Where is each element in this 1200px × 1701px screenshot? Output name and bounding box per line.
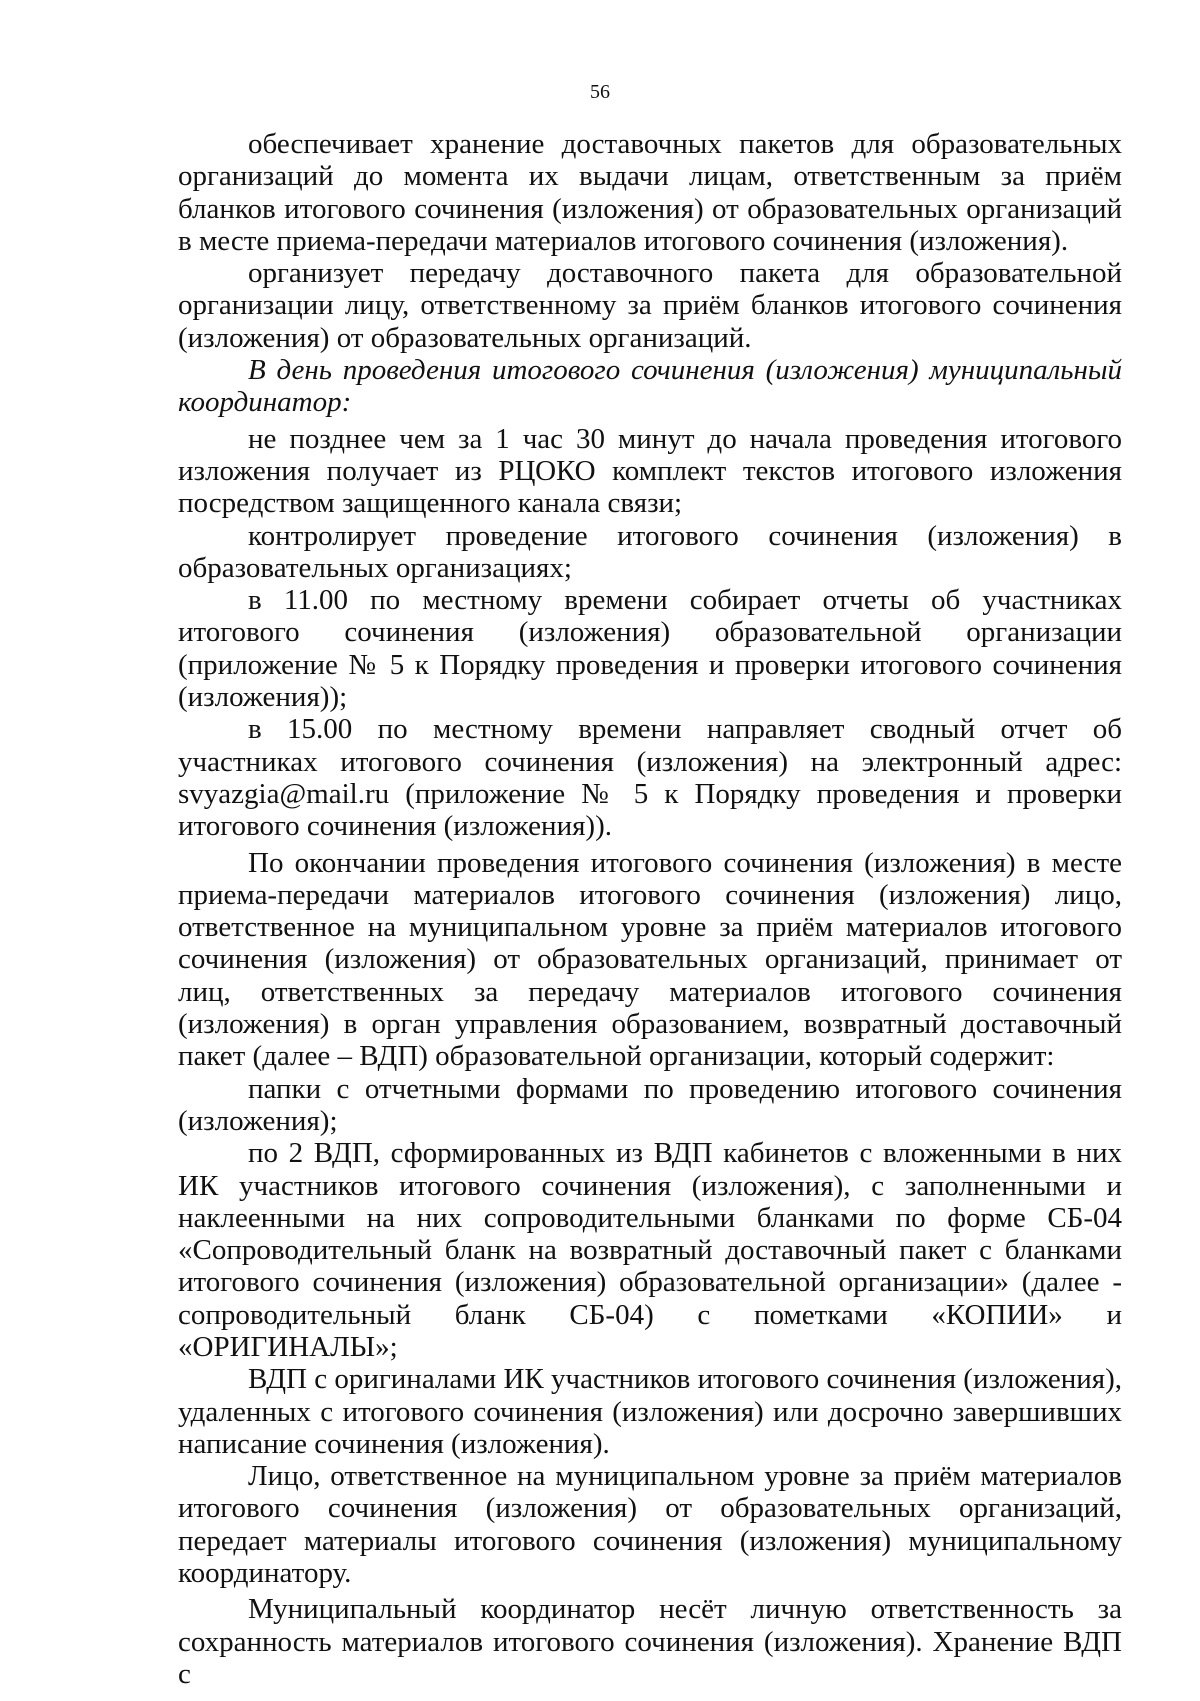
paragraph-after-exam: По окончании проведения итогового сочинения (изложения) в месте приема-передачи материалов итогового сочинения (изложения) лицо, ответственное на муниципальном уровне за приём материалов итогового сочинения (изложения) от образовательных организаций, принимает от лиц, ответственных за передачу материалов итогового сочинения (изложения) в орган управления образованием, возвратный доставочный пакет (далее – ВДП) образовательной организации, который содержит: — [178, 846, 1122, 1073]
paragraph-exam-day-heading: В день проведения итогового сочинения (изложения) муниципальный координатор: — [178, 354, 1122, 419]
page-number: 56 — [590, 81, 610, 103]
paragraph-folders: папки с отчетными формами по проведению итогового сочинения (изложения); — [178, 1072, 1122, 1137]
document-body — [178, 128, 1122, 1690]
paragraph-coordinator-responsibility: Муниципальный координатор несёт личную ответственность за сохранность материалов итогового сочинения (изложения). Хранение ВДП с — [178, 1593, 1122, 1690]
paragraph-responsible-person: Лицо, ответственное на муниципальном уровне за приём материалов итогового сочинения (изложения) от образовательных организаций, передает материалы итогового сочинения (изложения) муниципальному координатору. — [178, 1460, 1122, 1590]
paragraph-storage-duty: обеспечивает хранение доставочных пакетов для образовательных организаций до момента их выдачи лицам, ответственным за приём бланков итогового сочинения (изложения) от образовательных организаций в месте приема-передачи материалов итогового сочинения (изложения). — [178, 128, 1122, 257]
paragraph-control: контролирует проведение итогового сочинения (изложения) в образовательных организациях; — [178, 519, 1122, 584]
paragraph-vdp-originals: ВДП с оригиналами ИК участников итогового сочинения (изложения), удаленных с итогового сочинения (изложения) или досрочно завершивших написание сочинения (изложения). — [178, 1363, 1122, 1460]
paragraph-two-vdp: по 2 ВДП, сформированных из ВДП кабинетов с вложенными в них ИК участников итогового сочинения (изложения), с заполненными и наклеенными на них сопроводительными бланками по форме СБ-04 «Сопроводительный бланк на возвратный доставочный пакет с бланками итогового сочинения (изложения) образовательной организации» (далее - сопроводительный бланк СБ-04) с пометками «КОПИИ» и «ОРИГИНАЛЫ»; — [178, 1137, 1122, 1363]
paragraph-texts-receipt: не позднее чем за 1 час 30 минут до начала проведения итогового изложения получает из РЦОКО комплект текстов итогового изложения посредством защищенного канала связи; — [178, 422, 1122, 520]
paragraph-transfer-duty: организует передачу доставочного пакета для образовательной организации лицу, ответственному за приём бланков итогового сочинения (изложения) от образовательных организаций. — [178, 257, 1122, 354]
paragraph-report-1500: в 15.00 по местному времени направляет сводный отчет об участниках итогового сочинения (изложения) на электронный адрес: svyazgia@mail.ru (приложение № 5 к Порядку проведения и проверки итогового сочинения (изложения)). — [178, 713, 1122, 843]
paragraph-reports-1100: в 11.00 по местному времени собирает отчеты об участниках итогового сочинения (изложения) образовательной организации (приложение № 5 к Порядку проведения и проверки итогового сочинения (изложения)); — [178, 584, 1122, 714]
